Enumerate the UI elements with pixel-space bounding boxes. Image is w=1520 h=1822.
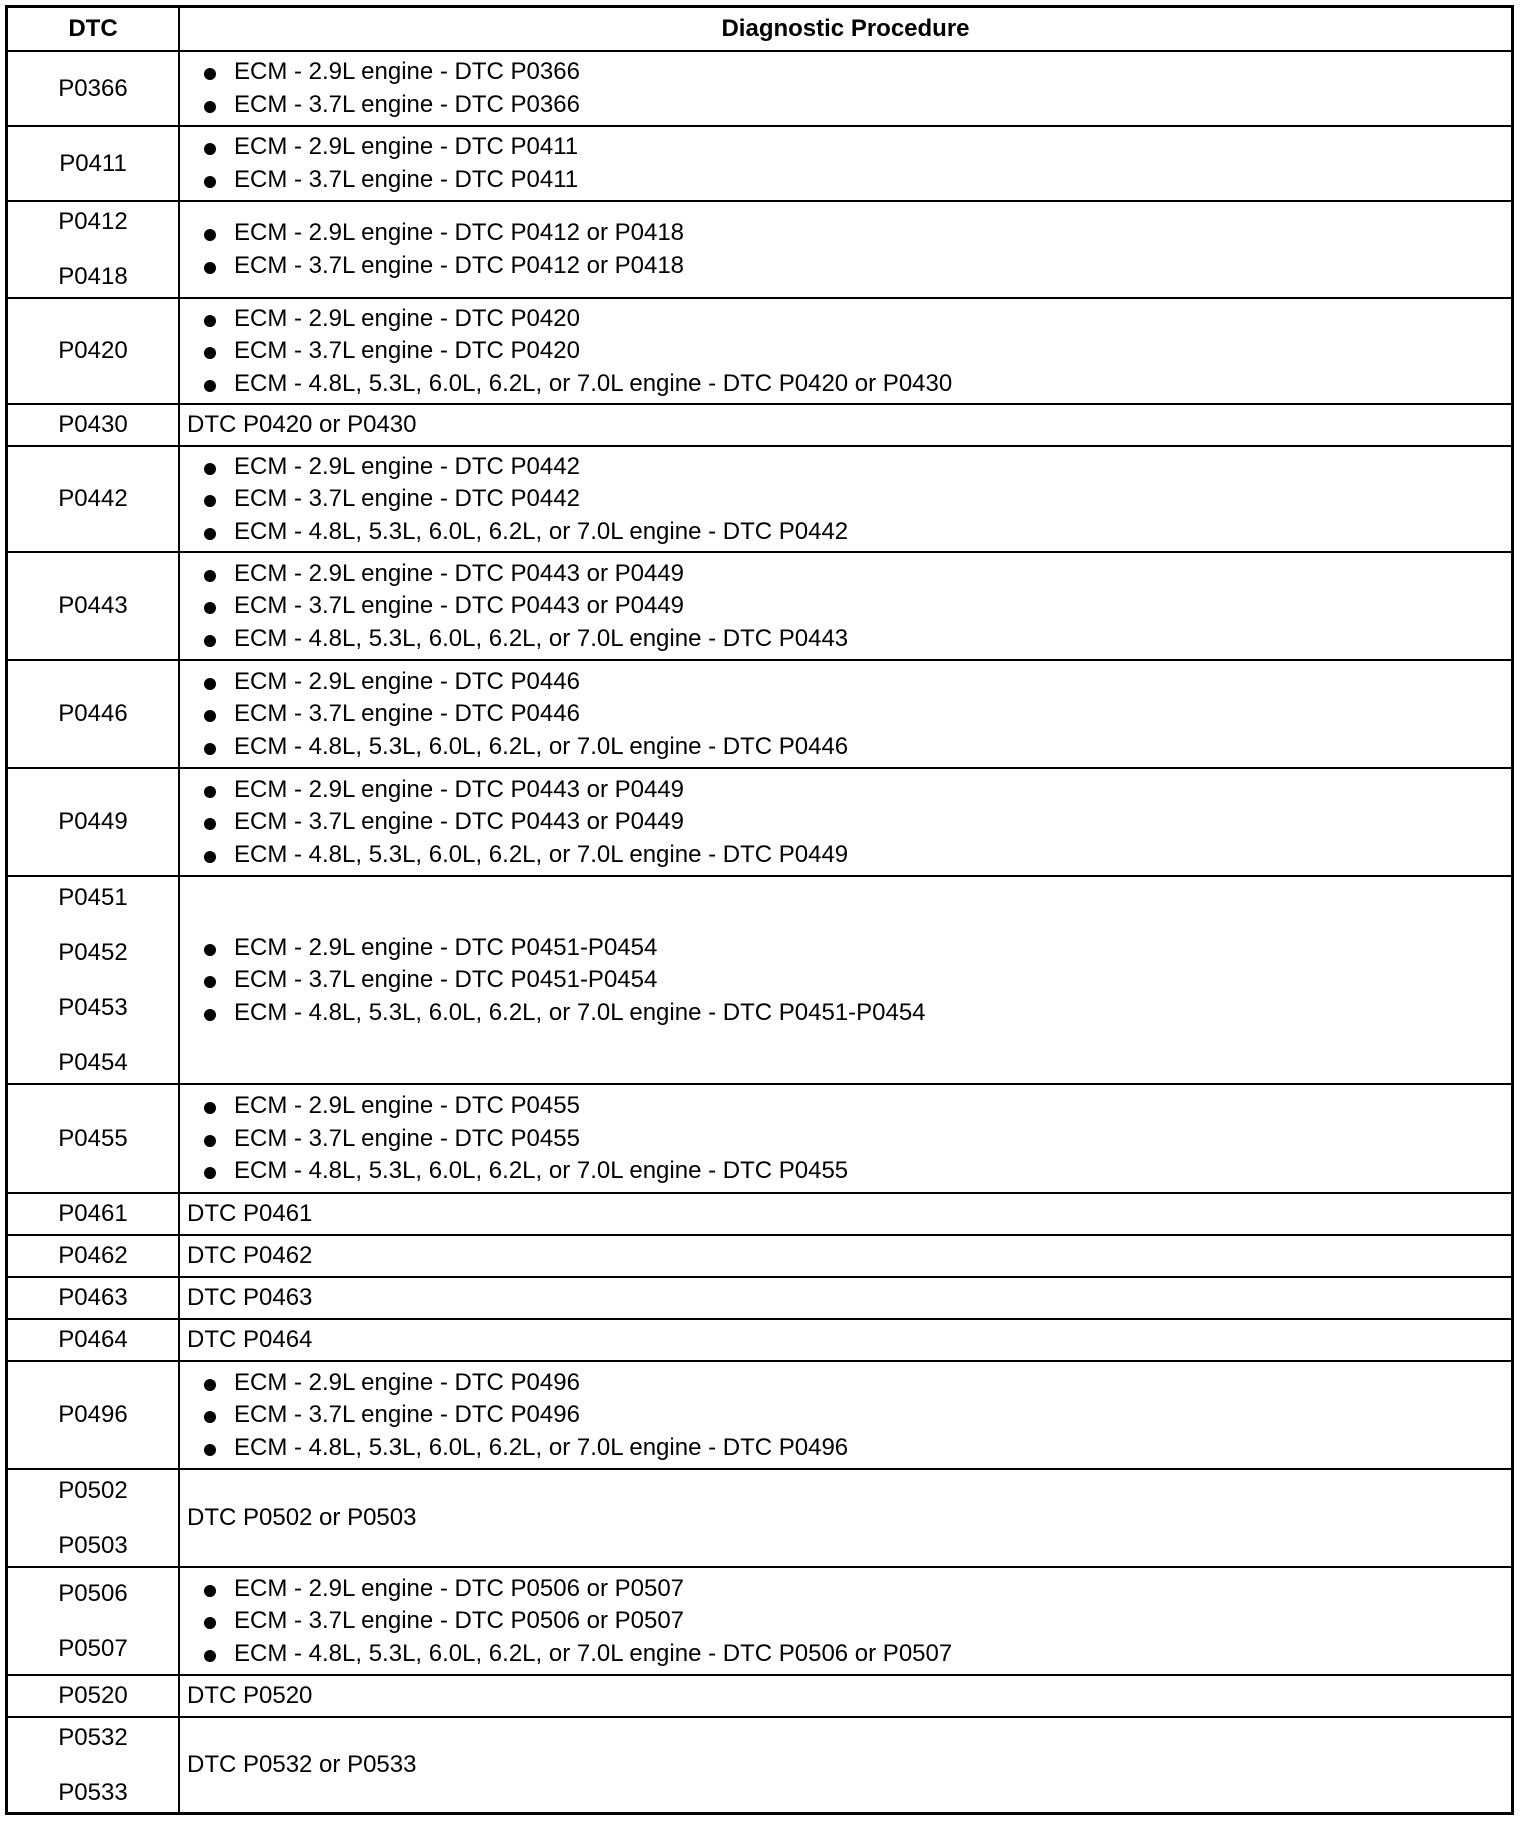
- procedure-link-text[interactable]: ECM - 2.9L engine - DTC P0496: [234, 1368, 580, 1396]
- dtc-code: P0449: [58, 808, 128, 835]
- table-row: [8, 659, 1511, 767]
- dtc-code: P0462: [58, 1242, 128, 1269]
- procedure-link-text[interactable]: ECM - 4.8L, 5.3L, 6.0L, 6.2L, or 7.0L engine - DTC P0455: [234, 1157, 849, 1184]
- dtc-cell: [8, 447, 180, 551]
- bullet-icon: [204, 786, 216, 798]
- dtc-code: P0463: [58, 1284, 128, 1311]
- procedure-link-text[interactable]: ECM - 4.8L, 5.3L, 6.0L, 6.2L, or 7.0L engine - DTC P0446: [234, 732, 849, 760]
- table-row: [8, 200, 1511, 297]
- bullet-icon: [204, 1585, 216, 1597]
- table-row: [8, 1234, 1511, 1276]
- dtc-code: P0496: [58, 1401, 128, 1428]
- table-row: [8, 551, 1511, 659]
- procedure-list-item: [204, 219, 684, 247]
- procedure-link-text[interactable]: ECM - 2.9L engine - DTC P0412 or P0418: [234, 219, 685, 247]
- table-row: [8, 1276, 1511, 1318]
- procedure-list-item: [204, 485, 580, 513]
- dtc-code: P0442: [58, 485, 128, 512]
- procedure-link-text[interactable]: ECM - 3.7L engine - DTC P0455: [234, 1124, 580, 1152]
- table-row: [8, 125, 1511, 200]
- procedure-list-item: [204, 1575, 684, 1603]
- procedure-list-item: [204, 58, 580, 86]
- dtc-code: P0451: [58, 883, 128, 911]
- table-row: [8, 1360, 1511, 1468]
- dtc-code: P0464: [58, 1326, 128, 1353]
- bullet-icon: [204, 143, 216, 155]
- procedure-list-item: [204, 668, 580, 696]
- procedure-cell: [180, 661, 1511, 767]
- procedure-list-item: [204, 1607, 684, 1635]
- procedure-list-item: [204, 305, 580, 333]
- dtc-code: P0502: [58, 1476, 128, 1504]
- table-row: [8, 1674, 1511, 1716]
- table-row: [8, 767, 1511, 875]
- column-header-procedure: Diagnostic Procedure: [721, 15, 970, 42]
- procedure-text[interactable]: DTC P0463: [187, 1284, 313, 1311]
- dtc-cell: [8, 1278, 180, 1318]
- bullet-icon: [204, 1135, 216, 1147]
- dtc-cell: [8, 553, 180, 659]
- dtc-code: P0443: [58, 592, 128, 619]
- bullet-icon: [204, 495, 216, 507]
- bullet-icon: [204, 262, 216, 274]
- procedure-cell: [180, 1470, 1511, 1566]
- procedure-list-item: [204, 733, 848, 761]
- procedure-list-item: [204, 700, 580, 728]
- dtc-cell: [8, 127, 180, 200]
- dtc-code: P0455: [58, 1124, 128, 1152]
- procedure-cell: [180, 52, 1511, 125]
- procedure-link-text[interactable]: ECM - 3.7L engine - DTC P0446: [234, 700, 580, 727]
- table-row: [8, 403, 1511, 445]
- procedure-link-text[interactable]: ECM - 3.7L engine - DTC P0420: [234, 337, 580, 364]
- dtc-cell: [8, 1718, 180, 1812]
- bullet-icon: [204, 678, 216, 690]
- procedure-list-item: [204, 560, 684, 588]
- bullet-icon: [204, 1650, 216, 1662]
- dtc-cell: [8, 1194, 180, 1234]
- table-row: [8, 297, 1511, 403]
- procedure-list-item: [204, 453, 580, 481]
- table-row: [8, 1716, 1511, 1812]
- bullet-icon: [204, 1167, 216, 1179]
- bullet-icon: [204, 176, 216, 188]
- procedure-list-item: [204, 808, 684, 836]
- dtc-cell: [8, 202, 180, 297]
- dtc-code: P0420: [58, 337, 128, 364]
- dtc-cell: [8, 405, 180, 445]
- dtc-cell: [8, 1085, 180, 1192]
- dtc-code: P0418: [58, 263, 128, 290]
- procedure-link-text[interactable]: ECM - 2.9L engine - DTC P0420: [234, 304, 580, 332]
- procedure-cell: [180, 299, 1511, 403]
- procedure-list-item: [204, 91, 580, 119]
- procedure-list-item: [204, 166, 578, 194]
- procedure-list-item: [204, 518, 848, 546]
- bullet-icon: [204, 463, 216, 475]
- dtc-code: P0506: [58, 1579, 128, 1607]
- bullet-icon: [204, 1009, 216, 1021]
- procedure-list-item: [204, 370, 952, 398]
- bullet-icon: [204, 602, 216, 614]
- procedure-text[interactable]: DTC P0532 or P0533: [187, 1751, 417, 1778]
- procedure-text[interactable]: DTC P0464: [187, 1326, 313, 1353]
- dtc-code: P0520: [58, 1682, 128, 1709]
- bullet-icon: [204, 380, 216, 392]
- dtc-code: P0503: [58, 1531, 128, 1559]
- procedure-link-text[interactable]: ECM - 2.9L engine - DTC P0443 or P0449: [234, 559, 685, 587]
- dtc-code: P0366: [58, 74, 128, 102]
- procedure-text[interactable]: DTC P0462: [187, 1242, 313, 1269]
- procedure-list-item: [204, 1092, 580, 1120]
- bullet-icon: [204, 528, 216, 540]
- bullet-icon: [204, 851, 216, 863]
- bullet-icon: [204, 1102, 216, 1114]
- bullet-icon: [204, 1379, 216, 1391]
- procedure-cell: [180, 553, 1511, 659]
- procedure-list-item: [204, 966, 657, 994]
- procedure-link-text[interactable]: ECM - 2.9L engine - DTC P0455: [234, 1092, 580, 1119]
- procedure-list-item: [204, 1640, 952, 1668]
- procedure-list-item: [204, 1157, 848, 1185]
- procedure-link-text[interactable]: ECM - 3.7L engine - DTC P0366: [234, 90, 580, 118]
- procedure-list-item: [204, 625, 848, 653]
- procedure-link-text[interactable]: ECM - 2.9L engine - DTC P0366: [234, 58, 580, 86]
- procedure-link-text[interactable]: ECM - 3.7L engine - DTC P0442: [234, 485, 580, 512]
- dtc-cell: [8, 769, 180, 875]
- procedure-text[interactable]: DTC P0420 or P0430: [187, 411, 417, 438]
- procedure-text[interactable]: DTC P0461: [187, 1200, 313, 1227]
- procedure-link-text[interactable]: ECM - 3.7L engine - DTC P0443 or P0449: [234, 808, 685, 835]
- procedure-link-text[interactable]: ECM - 3.7L engine - DTC P0506 or P0507: [234, 1607, 685, 1634]
- table-row: [8, 1318, 1511, 1360]
- bullet-icon: [204, 635, 216, 647]
- procedure-link-text[interactable]: ECM - 3.7L engine - DTC P0496: [234, 1401, 580, 1428]
- table-row: [8, 1192, 1511, 1234]
- procedure-link-text[interactable]: ECM - 2.9L engine - DTC P0442: [234, 452, 580, 480]
- procedure-link-text[interactable]: ECM - 3.7L engine - DTC P0412 or P0418: [234, 251, 685, 279]
- table-row: [8, 1566, 1511, 1674]
- dtc-cell: [8, 1362, 180, 1468]
- dtc-code: P0453: [58, 993, 128, 1021]
- dtc-code: P0412: [58, 208, 128, 235]
- procedure-list-item: [204, 1401, 580, 1429]
- dtc-code: P0452: [58, 938, 128, 966]
- table-row: [8, 445, 1511, 551]
- table-header-row: [8, 8, 1511, 50]
- procedure-list-item: [204, 1369, 580, 1397]
- procedure-link-text[interactable]: ECM - 3.7L engine - DTC P0451-P0454: [234, 966, 658, 993]
- procedure-list-item: [204, 337, 580, 365]
- dtc-code: P0454: [58, 1048, 128, 1076]
- bullet-icon: [204, 743, 216, 755]
- procedure-list-item: [204, 934, 657, 962]
- dtc-code: P0461: [58, 1200, 128, 1227]
- procedure-text[interactable]: DTC P0502 or P0503: [187, 1504, 417, 1531]
- procedure-link-text[interactable]: ECM - 4.8L, 5.3L, 6.0L, 6.2L, or 7.0L engine - DTC P0420 or P0430: [234, 369, 953, 397]
- procedure-cell: [180, 1236, 1511, 1276]
- procedure-link-text[interactable]: ECM - 2.9L engine - DTC P0411: [234, 133, 579, 161]
- dtc-cell: [8, 1470, 180, 1566]
- procedure-link-text[interactable]: ECM - 2.9L engine - DTC P0451-P0454: [234, 933, 658, 961]
- procedure-link-text[interactable]: ECM - 4.8L, 5.3L, 6.0L, 6.2L, or 7.0L engine - DTC P0506 or P0507: [234, 1639, 953, 1667]
- bullet-icon: [204, 347, 216, 359]
- dtc-cell: [8, 1568, 180, 1674]
- bullet-icon: [204, 976, 216, 988]
- bullet-icon: [204, 944, 216, 956]
- table-row: [8, 1468, 1511, 1566]
- procedure-link-text[interactable]: ECM - 2.9L engine - DTC P0506 or P0507: [234, 1574, 685, 1602]
- procedure-list-item: [204, 999, 926, 1027]
- dtc-cell: [8, 1320, 180, 1360]
- procedure-link-text[interactable]: ECM - 4.8L, 5.3L, 6.0L, 6.2L, or 7.0L engine - DTC P0496: [234, 1433, 849, 1461]
- dtc-code: P0411: [59, 149, 127, 177]
- table-row: [8, 50, 1511, 125]
- bullet-icon: [204, 710, 216, 722]
- procedure-link-text[interactable]: ECM - 4.8L, 5.3L, 6.0L, 6.2L, or 7.0L engine - DTC P0449: [234, 840, 849, 868]
- dtc-cell: [8, 661, 180, 767]
- bullet-icon: [204, 1411, 216, 1423]
- dtc-cell: [8, 1676, 180, 1716]
- procedure-list-item: [204, 133, 578, 161]
- procedure-cell: [180, 1568, 1511, 1674]
- bullet-icon: [204, 315, 216, 327]
- bullet-icon: [204, 68, 216, 80]
- procedure-link-text[interactable]: ECM - 3.7L engine - DTC P0443 or P0449: [234, 592, 685, 619]
- procedure-cell: [180, 1676, 1511, 1716]
- dtc-code: P0430: [58, 411, 128, 438]
- dtc-cell: [8, 877, 180, 1083]
- bullet-icon: [204, 1617, 216, 1629]
- bullet-icon: [204, 229, 216, 241]
- procedure-list-item: [204, 1125, 580, 1153]
- procedure-link-text[interactable]: ECM - 2.9L engine - DTC P0446: [234, 667, 580, 695]
- procedure-cell: [180, 769, 1511, 875]
- procedure-cell: [180, 127, 1511, 200]
- procedure-cell: [180, 877, 1511, 1083]
- procedure-link-text[interactable]: ECM - 2.9L engine - DTC P0443 or P0449: [234, 775, 685, 803]
- table-row: [8, 875, 1511, 1083]
- table-row: [8, 1083, 1511, 1192]
- dtc-code: P0446: [58, 700, 128, 727]
- dtc-table: [5, 5, 1514, 1815]
- procedure-cell: [180, 1194, 1511, 1234]
- procedure-cell: [180, 1085, 1511, 1192]
- bullet-icon: [204, 818, 216, 830]
- bullet-icon: [204, 570, 216, 582]
- procedure-link-text[interactable]: ECM - 4.8L, 5.3L, 6.0L, 6.2L, or 7.0L engine - DTC P0451-P0454: [234, 998, 926, 1026]
- procedure-cell: [180, 1718, 1511, 1812]
- procedure-cell: [180, 1278, 1511, 1318]
- procedure-list-item: [204, 592, 684, 620]
- procedure-cell: [180, 405, 1511, 445]
- procedure-link-text[interactable]: ECM - 3.7L engine - DTC P0411: [234, 165, 579, 193]
- procedure-list-item: [204, 841, 848, 869]
- dtc-code: P0533: [58, 1778, 128, 1806]
- procedure-list-item: [204, 1434, 848, 1462]
- dtc-code: P0507: [58, 1634, 128, 1662]
- procedure-list-item: [204, 776, 684, 804]
- procedure-text[interactable]: DTC P0520: [187, 1682, 313, 1709]
- dtc-code: P0532: [58, 1723, 128, 1751]
- procedure-link-text[interactable]: ECM - 4.8L, 5.3L, 6.0L, 6.2L, or 7.0L engine - DTC P0443: [234, 624, 849, 652]
- procedure-cell: [180, 202, 1511, 297]
- bullet-icon: [204, 1444, 216, 1456]
- dtc-cell: [8, 52, 180, 125]
- procedure-cell: [180, 1362, 1511, 1468]
- procedure-cell: [180, 1320, 1511, 1360]
- dtc-cell: [8, 1236, 180, 1276]
- procedure-cell: [180, 447, 1511, 551]
- bullet-icon: [204, 101, 216, 113]
- dtc-cell: [8, 299, 180, 403]
- column-header-dtc: DTC: [8, 8, 180, 50]
- procedure-link-text[interactable]: ECM - 4.8L, 5.3L, 6.0L, 6.2L, or 7.0L engine - DTC P0442: [234, 517, 849, 545]
- procedure-list-item: [204, 252, 684, 280]
